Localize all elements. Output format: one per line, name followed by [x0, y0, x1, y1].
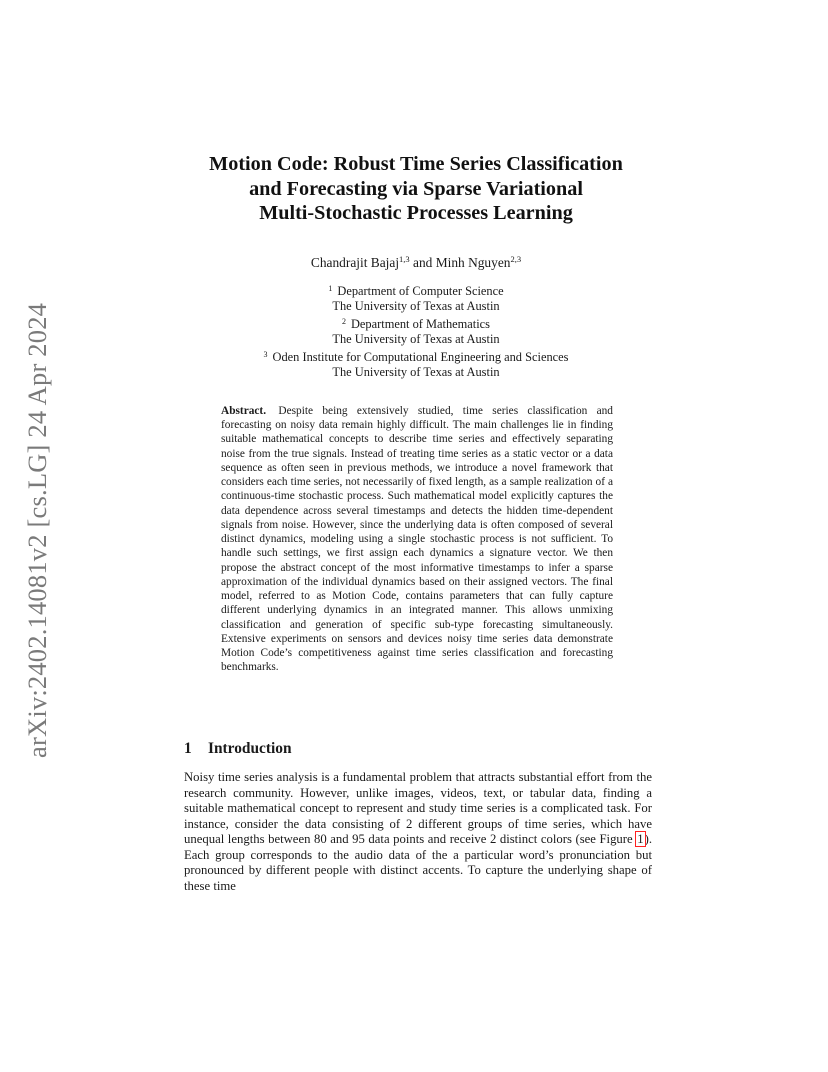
author-name: Minh Nguyen — [435, 255, 511, 270]
affiliation-department — [170, 314, 662, 332]
affiliation-block — [170, 281, 662, 380]
author-name: Chandrajit Bajaj — [310, 255, 400, 270]
paper-title — [170, 152, 662, 226]
author-list — [170, 254, 662, 271]
affiliation-university: The University of Texas at Austin — [332, 332, 500, 346]
affiliation-number: 1 — [328, 284, 333, 293]
intro-text: ). Each group corresponds to the audio data of the a particular word’s pronunciation but pronounced by different people with distinct accents. To capture the underlying shape of these time — [184, 832, 652, 893]
title-line: Motion Code: Robust Time Series Classification — [209, 153, 623, 175]
affiliation-university: The University of Texas at Austin — [332, 365, 500, 379]
author-affiliation-mark: 2,3 — [510, 254, 522, 264]
title-line: Multi-Stochastic Processes Learning — [259, 202, 573, 224]
affiliation-department — [170, 347, 662, 365]
intro-paragraph — [184, 770, 652, 894]
department-name: Department of Mathematics — [350, 317, 490, 331]
abstract-label: Abstract. — [221, 405, 267, 417]
author-affiliation-mark: 1,3 — [399, 254, 410, 264]
department-name: Oden Institute for Computational Engineering and Sciences — [272, 350, 569, 364]
department-name: Department of Computer Science — [337, 284, 504, 298]
abstract — [221, 404, 613, 674]
section-number: 1 — [184, 740, 192, 757]
affiliation-university: The University of Texas at Austin — [332, 299, 500, 313]
abstract-text: Despite being extensively studied, time series classification and forecasting on noisy data remain highly difficult. The main challenges lie in finding suitable mathematical concepts to describe time series and effectively separating noise from the true signals. Instead of treating time series as a static vector or a data sequence as often seen in previous methods, we introduce a novel framework that considers each time series, not necessarily of fixed length, as a sample realization of a continuous-time stochastic process. Such mathematical model explicitly captures the data dependence across several timestamps and detects the hidden time-dependent signals from noise. However, since the underlying data is often composed of several distinct dynamics, modeling using a single stochastic process is not sufficient. To handle such settings, we first assign each dynamics a signature vector. We then propose the abstract concept of the most informative timestamps to infer a sparse approximation of the individual dynamics based on their assigned vectors. The final model, referred to as Motion Code, contains parameters that can fully capture different underlying dynamics in an integrated manner. This allows unmixing classification and generation of specific sub-type forecasting simultaneously. Extensive experiments on sensors and devices noisy time series data demonstrate Motion Code’s competitiveness against time series classification and forecasting benchmarks. — [221, 405, 613, 674]
section-title: Introduction — [208, 740, 292, 757]
title-line: and Forecasting via Sparse Variational — [249, 177, 583, 200]
section-heading — [184, 740, 292, 758]
affiliation-number: 3 — [263, 350, 268, 359]
affiliation-department — [170, 281, 662, 299]
affiliation-number: 2 — [341, 317, 346, 326]
author-conjunction: and — [409, 255, 436, 270]
figure-reference-link[interactable]: 1 — [637, 832, 644, 847]
arxiv-side-stamp: arXiv:2402.14081v2 [cs.LG] 24 Apr 2024 — [22, 302, 52, 758]
intro-text: Noisy time series analysis is a fundamental problem that attracts substantial effort from the research community. However, unlike images, videos, text, or tabular data, finding a suitable mathematical concept to represent and study time series is a complicated task. For instance, consider the data consisting of 2 different groups of time series, which have unequal lengths between 80 and 95 data points and receive 2 distinct colors (see Figure — [184, 770, 652, 847]
